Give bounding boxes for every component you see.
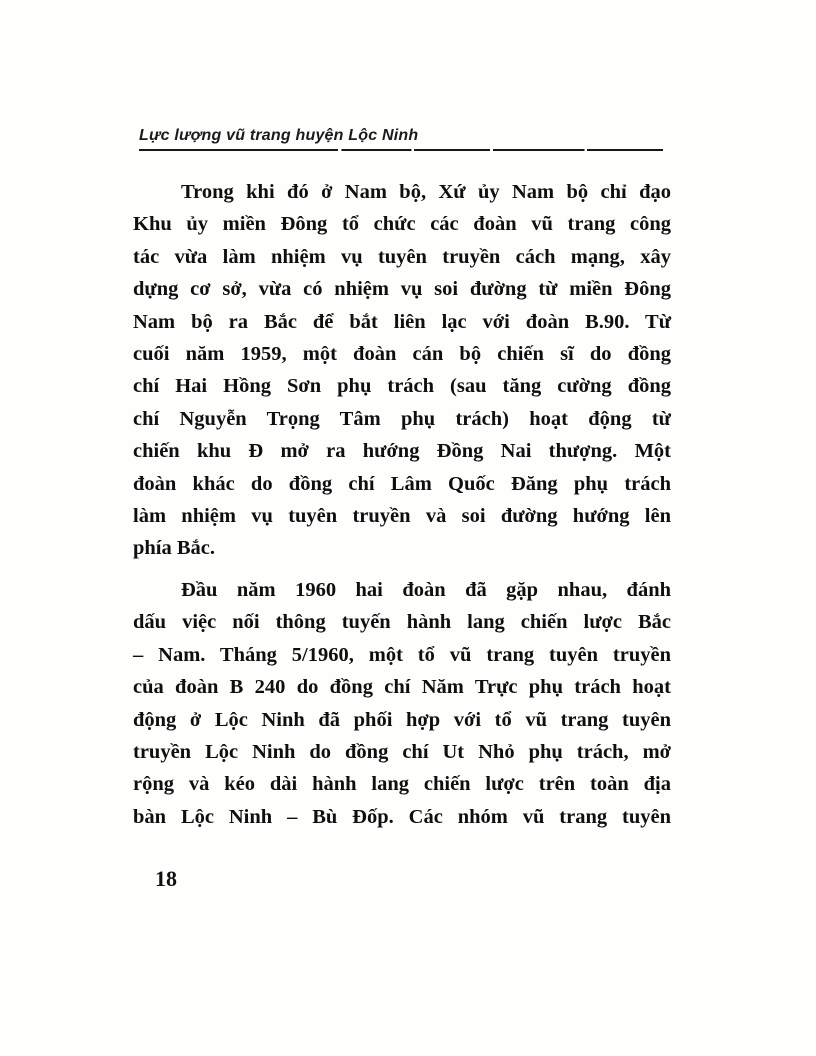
text-line: Trong khi đó ở Nam bộ, Xứ ủy Nam bộ chỉ đạo: [181, 181, 671, 203]
text-line: Đầu năm 1960 hai đoàn đã gặp nhau, đánh: [181, 578, 671, 601]
text-line: làm nhiệm vụ tuyên truyền và soi đường hướng lên: [133, 505, 671, 528]
text-line: truyền Lộc Ninh do đồng chí Ut Nhỏ phụ trách, mở: [133, 740, 671, 763]
text-line: – Nam. Tháng 5/1960, một tổ vũ trang tuyên truyền: [133, 643, 671, 666]
text-line: chí Nguyễn Trọng Tâm phụ trách) hoạt động từ: [133, 407, 671, 430]
text-line: của đoàn B 240 do đồng chí Năm Trực phụ trách hoạt: [133, 676, 671, 699]
header-rule: [139, 149, 663, 151]
text-line: phía Bắc.: [133, 537, 216, 560]
text-line: cuối năm 1959, một đoàn cán bộ chiến sĩ do đồng: [133, 343, 671, 366]
text-line: động ở Lộc Ninh đã phối hợp với tổ vũ trang tuyên: [133, 708, 671, 731]
running-header-title: Lực lượng vũ trang huyện Lộc Ninh: [139, 127, 419, 144]
text-line: chiến khu Đ mở ra hướng Đồng Nai thượng. Một: [133, 440, 671, 463]
paragraph: [133, 574, 671, 833]
running-header: [139, 126, 663, 151]
text-line: đoàn khác do đồng chí Lâm Quốc Đăng phụ trách: [133, 472, 671, 495]
text-line: chí Hai Hồng Sơn phụ trách (sau tăng cường đồng: [133, 375, 671, 398]
page-number: 18: [155, 866, 177, 891]
paragraph: [133, 176, 671, 565]
text-line: rộng và kéo dài hành lang chiến lược trên toàn địa: [133, 773, 671, 796]
text-line: bàn Lộc Ninh – Bù Đốp. Các nhóm vũ trang tuyên: [133, 805, 671, 828]
text-line: Khu ủy miền Đông tổ chức các đoàn vũ trang công: [133, 213, 671, 236]
text-line: Nam bộ ra Bắc để bắt liên lạc với đoàn B.90. Từ: [133, 310, 671, 333]
text-line: dựng cơ sở, vừa có nhiệm vụ soi đường từ miền Đông: [133, 278, 671, 301]
text-line: tác vừa làm nhiệm vụ tuyên truyền cách mạng, xây: [133, 245, 671, 268]
body-text-block: [133, 176, 671, 833]
text-line: dấu việc nối thông tuyến hành lang chiến lược Bắc: [133, 611, 671, 634]
